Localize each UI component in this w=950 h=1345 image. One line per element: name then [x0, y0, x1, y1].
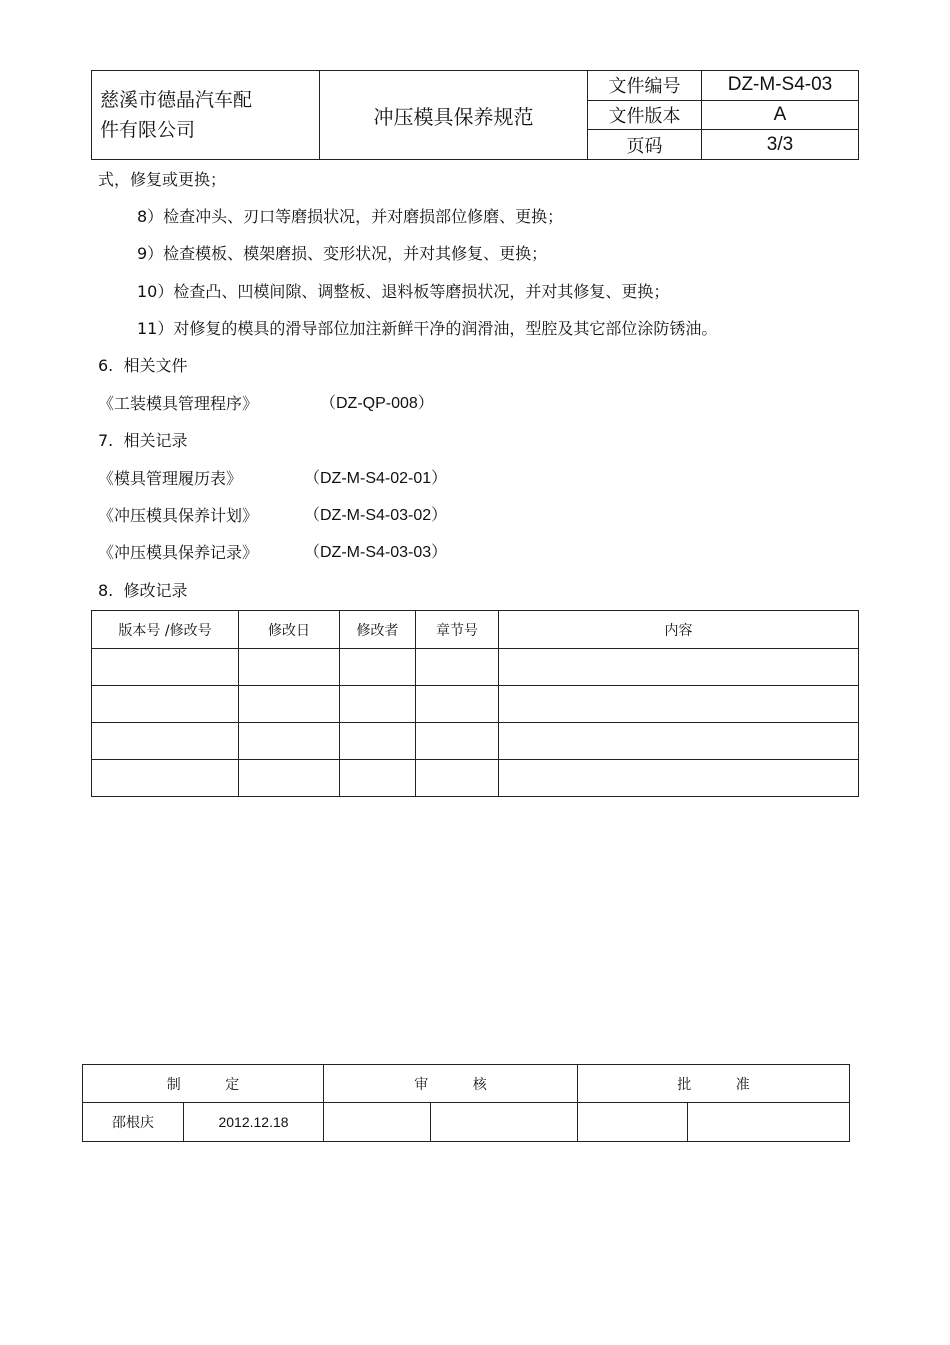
table-row — [92, 723, 859, 760]
signoff-table — [82, 1064, 850, 1142]
table-row — [92, 760, 859, 797]
page-number-label: 页码 — [588, 130, 702, 160]
list-item: 8）检查冲头、刃口等磨损状况，并对磨损部位修磨、更换； — [137, 207, 564, 226]
made-by-name: 邵根庆 — [83, 1103, 184, 1142]
section-8-heading: 8. 修改记录 — [98, 581, 188, 600]
column-header: 内容 — [499, 611, 859, 649]
doc-version-value: A — [702, 100, 859, 130]
table-row — [92, 686, 859, 723]
column-header: 版本号 /修改号 — [92, 611, 239, 649]
document-header — [91, 70, 859, 160]
reviewer-name — [324, 1103, 431, 1142]
related-record-code: （DZ-M-S4-03-03） — [304, 544, 448, 561]
related-record-name: 《冲压模具保养记录》 — [98, 543, 259, 562]
column-header: 修改者 — [340, 611, 416, 649]
approved-by-label: 批 准 — [578, 1065, 850, 1103]
approver-name — [578, 1103, 688, 1142]
related-doc-name: 《工装模具管理程序》 — [98, 394, 259, 413]
company-name — [92, 71, 320, 160]
related-record-name: 《冲压模具保养计划》 — [98, 506, 259, 525]
doc-number-label: 文件编号 — [588, 71, 702, 101]
review-date — [431, 1103, 578, 1142]
page-number-value: 3/3 — [702, 130, 859, 160]
list-item: 10）检查凸、凹模间隙、调整板、退料板等磨损状况，并对其修复、更换； — [137, 282, 670, 301]
company-name-line2: 件有限公司 — [100, 119, 196, 141]
continuation-text: 式，修复或更换； — [98, 170, 227, 189]
signoff-value-row — [83, 1103, 850, 1142]
revision-table-header — [92, 611, 859, 649]
reviewed-by-label: 审 核 — [324, 1065, 578, 1103]
related-doc-code: （DZ-QP-008） — [320, 395, 434, 412]
column-header: 章节号 — [416, 611, 499, 649]
doc-number-value: DZ-M-S4-03 — [702, 71, 859, 101]
document-title: 冲压模具保养规范 — [320, 71, 588, 160]
related-record-name: 《模具管理履历表》 — [98, 469, 243, 488]
list-item: 9）检查模板、模架磨损、变形状况，并对其修复、更换； — [137, 244, 548, 263]
list-item: 11）对修复的模具的滑导部位加注新鲜干净的润滑油，型腔及其它部位涂防锈油。 — [137, 319, 718, 338]
related-record-code: （DZ-M-S4-02-01） — [304, 470, 448, 487]
doc-version-label: 文件版本 — [588, 100, 702, 130]
section-7-heading: 7. 相关记录 — [98, 431, 188, 450]
section-6-heading: 6. 相关文件 — [98, 356, 188, 375]
signoff-header-row — [83, 1065, 850, 1103]
approve-date — [688, 1103, 850, 1142]
company-name-line1: 慈溪市德晶汽车配 — [100, 89, 253, 111]
made-by-label: 制 定 — [83, 1065, 324, 1103]
revision-table — [91, 610, 859, 797]
related-record-code: （DZ-M-S4-03-02） — [304, 507, 448, 524]
table-row — [92, 649, 859, 686]
made-date: 2012.12.18 — [184, 1103, 324, 1142]
column-header: 修改日 — [239, 611, 340, 649]
